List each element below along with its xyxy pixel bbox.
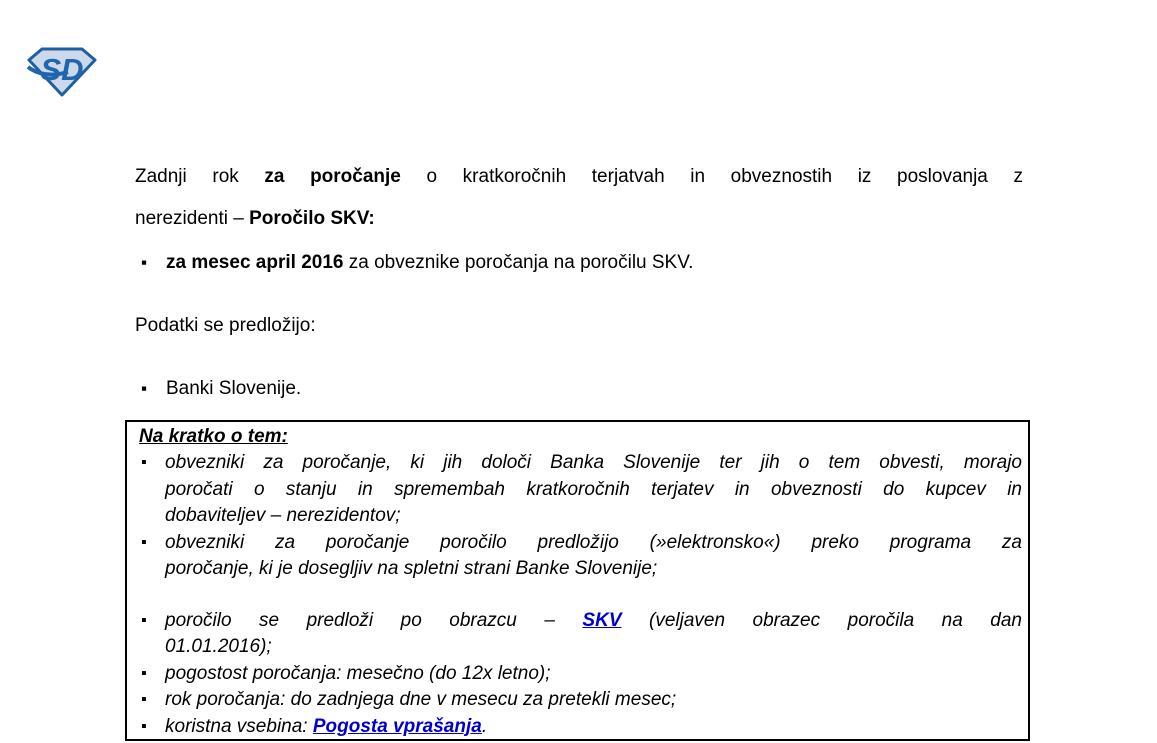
summary-item-line: obvezniki za poročanje poročilo predložijo (»elektronsko«) preko programa za (165, 531, 1022, 553)
summary-item-line: obvezniki za poročanje, ki jih določi Banka Slovenije ter jih o tem obvesti, morajo (165, 452, 1022, 473)
intro-bold-text: Poročilo SKV: (249, 208, 375, 229)
form-text: (veljaven obrazec poročila na dan (621, 609, 1022, 631)
summary-item-line: poročanje, ki je dosegljiv na spletni strani Banke Slovenije; (165, 558, 658, 579)
bullet-icon: ▪ (141, 253, 148, 272)
form-text: poročilo se predloži po obrazcu – (165, 609, 583, 631)
summary-item-line (165, 608, 1022, 635)
summary-item-line: poročati o stanju in spremembah kratkoročnih terjatev in obveznosti do kupcev in (165, 478, 1022, 500)
intro-text: o kratkoročnih terjatvah in obveznostih iz poslovanja z (400, 166, 1023, 187)
submit-heading: Podatki se predložijo: (135, 315, 316, 336)
logo-letters: SD (40, 52, 84, 87)
bullet-icon: ▪ (141, 454, 147, 471)
summary-item-obligors (139, 450, 1022, 530)
summary-item-deadline (139, 687, 1022, 714)
summary-item-line: rok poročanja: do zadnjega dne v mesecu za pretekli mesec; (165, 689, 677, 710)
bullet-icon: ▪ (141, 379, 148, 398)
intro-line-2 (135, 207, 1023, 230)
sd-shield-icon (26, 46, 98, 98)
summary-item-form (139, 608, 1022, 661)
summary-item-frequency (139, 661, 1022, 688)
faq-text: . (481, 715, 488, 737)
intro-bold-text: za poročanje (264, 166, 401, 187)
summary-box (125, 420, 1030, 741)
bullet-icon: ▪ (141, 717, 147, 735)
submit-bullet-text: Banki Slovenije. (166, 378, 302, 399)
deadline-text: za obveznike poročanja na poročilu SKV. (343, 252, 694, 273)
faq-text: koristna vsebina: (165, 715, 313, 737)
summary-item-line: pogostost poročanja: mesečno (do 12x letno); (165, 662, 551, 684)
blank-line (139, 583, 1022, 608)
intro-line-1 (135, 165, 1023, 188)
deadline-bullet-item (135, 251, 1054, 274)
skv-form-link[interactable]: SKV (582, 609, 622, 631)
intro-text: nerezidenti – (135, 208, 250, 229)
summary-item-electronic (139, 530, 1022, 583)
bullet-icon: ▪ (141, 691, 147, 708)
summary-item-faq (139, 714, 1022, 741)
deadline-bold-text: za mesec april 2016 (166, 252, 344, 273)
summary-item-line (165, 714, 1022, 741)
faq-link[interactable]: Pogosta vprašanja (312, 715, 482, 737)
summary-box-title: Na kratko o tem: (139, 426, 288, 447)
intro-text: Zadnji rok (135, 166, 265, 187)
bullet-icon: ▪ (141, 533, 147, 551)
bullet-icon: ▪ (141, 611, 147, 629)
summary-item-line: 01.01.2016); (165, 636, 272, 657)
sd-logo (26, 46, 98, 103)
submit-bullet-item (135, 377, 1054, 400)
bullet-icon: ▪ (141, 664, 147, 682)
summary-item-line: dobaviteljev – nerezidentov; (165, 505, 401, 526)
